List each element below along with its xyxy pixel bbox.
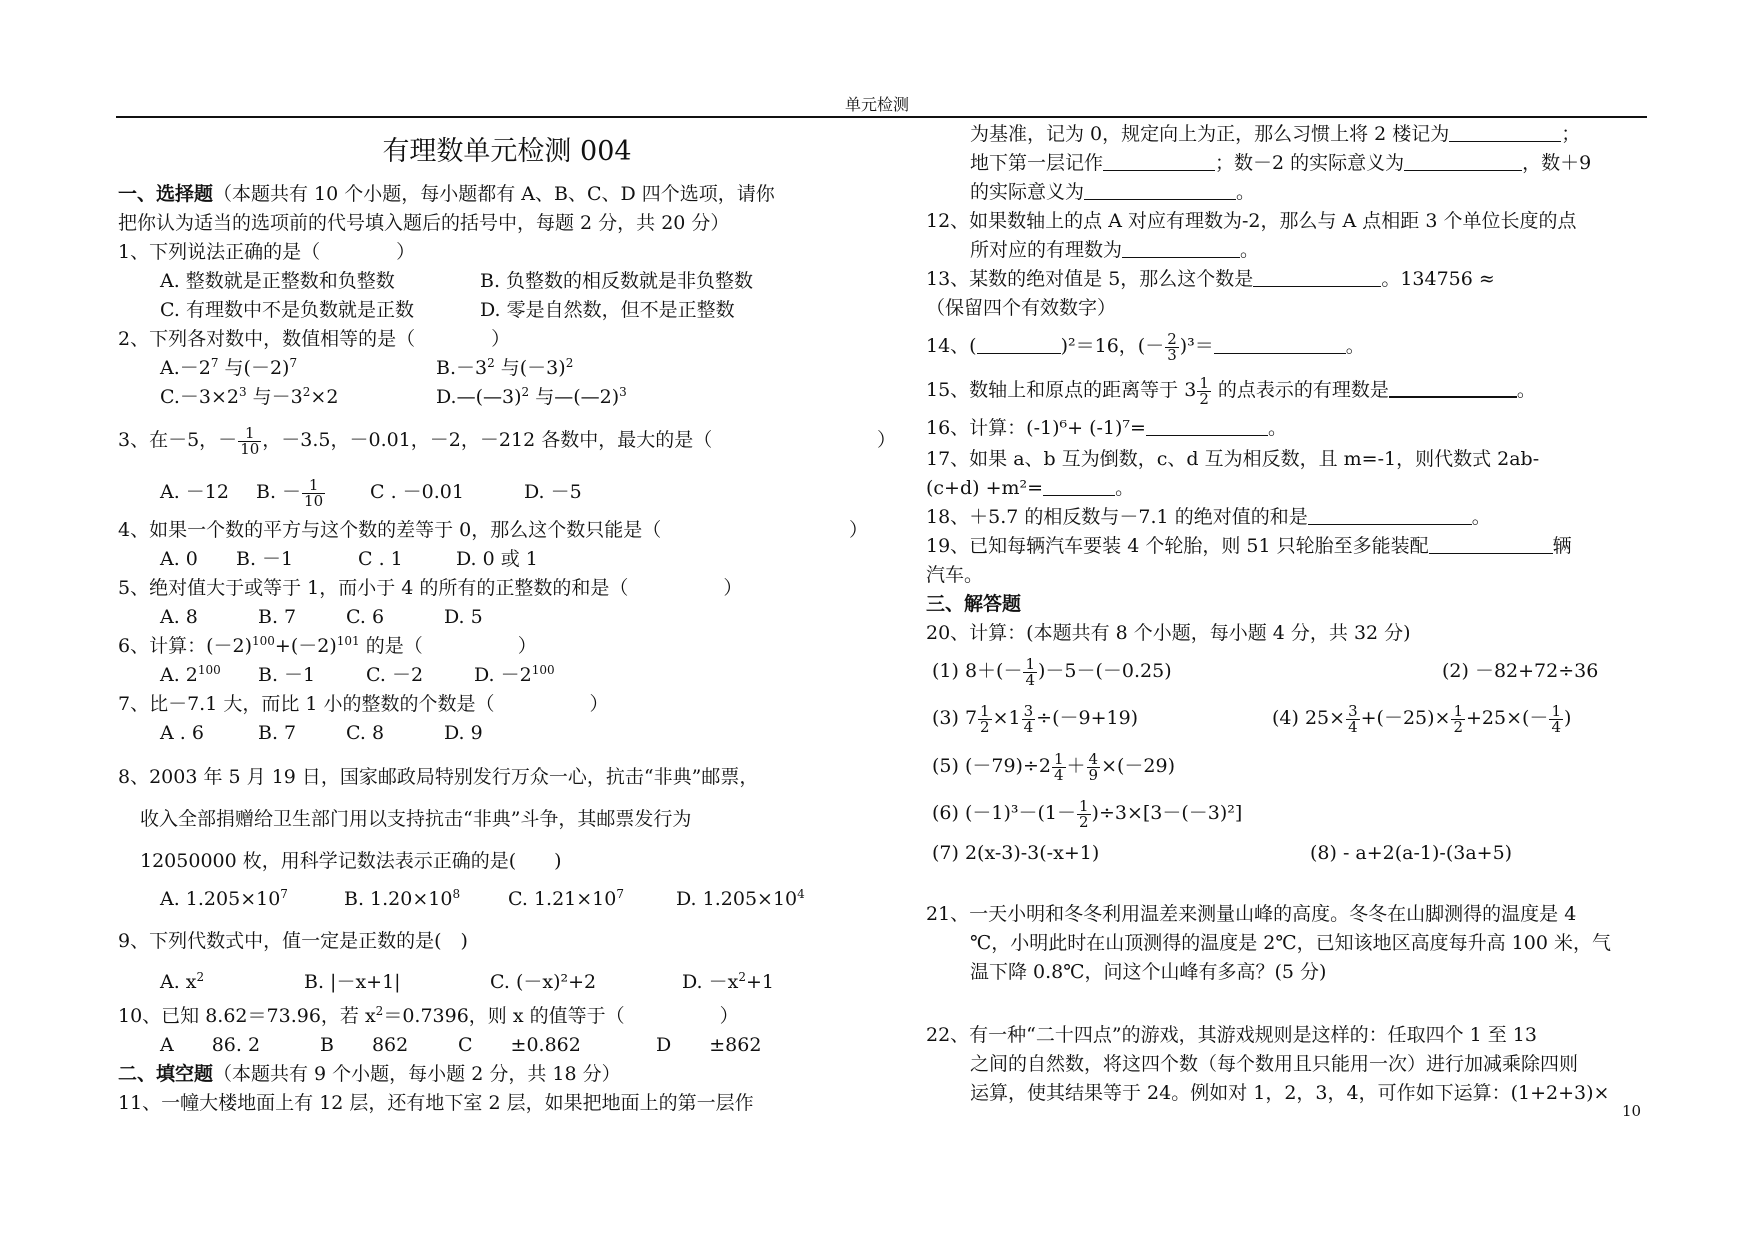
section-3-heading: 三、解答题 — [926, 593, 1022, 615]
q8-options — [118, 882, 896, 916]
doc-title: 有理数单元检测 004 — [382, 136, 632, 167]
calc-row-5 — [926, 836, 1646, 870]
q1-option-d: D. 零是自然数，但不是正整数 — [480, 299, 735, 321]
q9-option-c: C. (－x)²+2 — [490, 971, 597, 993]
q4-option-a: A. 0 — [160, 548, 198, 570]
page-number: 10 — [1622, 1102, 1642, 1120]
q1-options-row2 — [118, 296, 896, 325]
answer-blank[interactable] — [1404, 151, 1522, 171]
question-11-line-2: 为基准，记为 0，规定向上为正，那么习惯上将 2 楼记为 ； — [970, 123, 1581, 145]
q2-option-b: $B.-3^2$ 与$(-3)^2$ — [436, 356, 574, 379]
question-19-line-1: 19、已知每辆汽车要装 4 个轮胎，则 51 只轮胎至多能装配 辆 — [926, 535, 1572, 557]
q7-option-c: C. 8 — [346, 722, 385, 744]
q5-option-b: B. 7 — [258, 606, 297, 628]
question-21-line-3: 温下降 0.8℃，问这个山峰有多高？(5 分) — [970, 961, 1327, 983]
q1-options-row1 — [118, 267, 896, 296]
q6-option-d: D. $-2^{100}$ — [474, 663, 555, 686]
section-1-intro — [118, 180, 896, 209]
q8-option-b: B. $1.20\times 10^8$ — [344, 887, 461, 910]
q1-option-a: A. 整数就是正整数和负整数 — [160, 270, 395, 292]
q10-option-a: A 86. 2 — [160, 1034, 261, 1056]
q4-option-b: B. －1 — [236, 548, 294, 570]
q8-option-d: D. $1.205\times 10^4$ — [676, 887, 805, 910]
question-18: 18、＋5.7 的相反数与－7.1 的绝对值的和是 。 — [926, 506, 1491, 528]
q10-options — [118, 1031, 896, 1060]
q7-options — [118, 719, 896, 748]
question-11-line-1: 11、一幢大楼地面上有 12 层，还有地下室 2 层，如果把地面上的第一层作 — [118, 1092, 754, 1114]
calc-1: (1) 8＋(－ $\frac{1}{4}$ )－5－(－0.25) — [932, 654, 1172, 689]
q1-option-c: C. 有理数中不是负数就是正数 — [160, 299, 414, 321]
question-4: 4、如果一个数的平方与这个数的差等于 0，那么这个数只能是（ ） — [118, 519, 868, 541]
answer-blank[interactable] — [1253, 267, 1381, 287]
question-20: 20、计算：(本题共有 8 个小题，每小题 4 分，共 32 分) — [926, 622, 1411, 644]
q3-option-c: C . －0.01 — [370, 481, 464, 503]
answer-blank[interactable] — [977, 334, 1061, 354]
question-5: 5、绝对值大于或等于 1，而小于 4 的所有的正整数的和是（ ） — [118, 577, 743, 599]
section-1-desc-2: 把你认为适当的选项前的代号填入题后的括号中，每题 2 分，共 20 分） — [118, 212, 730, 234]
calc-row-1 — [926, 648, 1646, 694]
question-22-line-1: 22、有一种“二十四点”的游戏，其游戏规则是这样的：任取四个 1 至 13 — [926, 1024, 1537, 1046]
question-8-line-1: 8、2003 年 5 月 19 日，国家邮政局特别发行万众一心，抗击“非典”邮票， — [118, 766, 759, 788]
question-3: 3、在－5，－ $\frac{1}{10}$ ，－3.5，－0.01，－2，－212 各数中，最大的是（ ） — [118, 423, 896, 458]
q9-options — [118, 962, 896, 1002]
q8-option-c: C. $1.21\times 10^7$ — [508, 887, 624, 910]
question-9: 9、下列代数式中，值一定是正数的是( ) — [118, 930, 468, 952]
q4-option-d: D. 0 或 1 — [456, 548, 538, 570]
calc-row-4 — [926, 790, 1646, 836]
calc-5: (5) (－79)÷2 $\frac{1}{4}$ ＋ $\frac{4}{9}$ ×(－29) — [932, 749, 1176, 784]
q5-option-c: C. 6 — [346, 606, 385, 628]
section-2-desc: （本题共有 9 个小题，每小题 2 分，共 18 分） — [213, 1063, 621, 1085]
q9-option-a: A. $x^2$ — [160, 970, 205, 993]
calc-row-2 — [926, 694, 1646, 742]
q6-option-a: A. $2^{100}$ — [160, 663, 221, 686]
question-12-line-1: 12、如果数轴上的点 A 对应有理数为-2，那么与 A 点相距 3 个单位长度的点 — [926, 210, 1577, 232]
calc-2: (2) －82+72÷36 — [1442, 660, 1599, 682]
q4-option-c: C . 1 — [358, 548, 403, 570]
question-10: 10、已知 8.62＝73.96，若 $x^2=0.7396$，则 x 的值等于（ ） — [118, 1004, 739, 1027]
answer-blank[interactable] — [1429, 534, 1553, 554]
section-2-heading: 二、填空题 — [118, 1063, 214, 1085]
calc-8: (8) - a+2(a-1)-(3a+5) — [1310, 842, 1513, 864]
question-11-line-3: 地下第一层记作 ；数－2 的实际意义为 ，数＋9 — [970, 152, 1592, 174]
question-12-line-2: 所对应的有理数为 。 — [970, 239, 1260, 261]
q3-fraction: $\frac{1}{10}$ — [240, 423, 260, 458]
answer-blank[interactable] — [1308, 505, 1472, 525]
question-16: 16、计算：(-1)⁶+ (-1)⁷= 。 — [926, 417, 1287, 439]
calc-row-3 — [926, 742, 1646, 790]
question-11-line-4: 的实际意义为 。 — [970, 181, 1256, 203]
section-2-intro — [118, 1060, 896, 1089]
question-19-line-2: 汽车。 — [926, 564, 984, 586]
question-13-line-1: 13、某数的绝对值是 5，那么这个数是 。134756 ≈ — [926, 268, 1495, 290]
q10-option-b: B 862 — [320, 1034, 409, 1056]
q2-option-a: $A.-2^7$ 与$(-2)^7$ — [160, 356, 298, 379]
q10-option-c: C ±0.862 — [458, 1034, 581, 1056]
q10-option-d: D ±862 — [656, 1034, 762, 1056]
question-21-line-2: ℃，小明此时在山顶测得的温度是 2℃，已知该地区高度每升高 100 米，气 — [970, 932, 1611, 954]
question-17-line-2: (c+d) +m²= 。 — [926, 477, 1135, 499]
section-1-desc: （本题共有 10 个小题，每小题都有 A、B、C、D 四个选项，请你 — [213, 183, 775, 205]
calc-4: (4) 25× $\frac{3}{4}$ +(－25)× $\frac{1}{2}$ +25×(－ $\frac{1}{4}$ ) — [1272, 701, 1572, 736]
q6-option-c: C. －2 — [366, 664, 424, 686]
q6-option-b: B. －1 — [258, 664, 316, 686]
question-22-line-3: 运算，使其结果等于 24。例如对 1，2，3，4，可作如下运算：(1+2+3)× — [970, 1082, 1610, 1104]
question-21-line-1: 21、一天小明和冬冬利用温差来测量山峰的高度。冬冬在山脚测得的温度是 4 — [926, 903, 1577, 925]
question-8-line-3: 12050000 枚，用科学记数法表示正确的是( ) — [140, 850, 562, 872]
question-6: 6、计算：$(-2)^{100}+(-2)^{101}$ 的是（ ） — [118, 634, 537, 657]
header-rule — [116, 116, 1647, 118]
answer-blank[interactable] — [1084, 180, 1236, 200]
q8-option-a: A. $1.205\times 10^7$ — [160, 887, 288, 910]
left-column — [118, 124, 896, 1118]
answer-blank[interactable] — [1043, 476, 1115, 496]
answer-blank[interactable] — [1214, 334, 1346, 354]
calc-7: (7) 2(x-3)-3(-x+1) — [932, 842, 1100, 864]
calc-3: (3) 7 $\frac{1}{2}$ ×1 $\frac{3}{4}$ ÷(－9+19) — [932, 701, 1139, 736]
q14-fraction: $\frac{2}{3}$ — [1167, 329, 1177, 364]
answer-blank[interactable] — [1103, 151, 1215, 171]
q5-options — [118, 603, 896, 632]
q9-option-d: D. $-x^2+1$ — [682, 970, 775, 993]
q3-option-b: B. － $\frac{1}{10}$ — [256, 475, 324, 510]
right-column — [926, 120, 1646, 1108]
q3-options — [118, 468, 896, 516]
q7-option-a: A . 6 — [160, 722, 204, 744]
question-15: 15、数轴上和原点的距离等于 3 $\frac{1}{2}$ 的点表示的有理数是 。 — [926, 373, 1536, 408]
q2-options-row2 — [118, 383, 896, 412]
calc-6: (6) (－1)³－(1－ $\frac{1}{2}$ )÷3×[3－(－3)²] — [932, 796, 1243, 831]
q4-options — [118, 545, 896, 574]
question-22-line-2: 之间的自然数，将这四个数（每个数用且只能用一次）进行加减乘除四则 — [970, 1053, 1579, 1075]
q3-option-d: D. －5 — [524, 481, 582, 503]
question-1: 1、下列说法正确的是（ ） — [118, 241, 416, 263]
answer-blank[interactable] — [1389, 377, 1517, 398]
question-14: 14、( )²＝16，(－ $\frac{2}{3}$ )³＝ 。 — [926, 329, 1365, 364]
q5-option-a: A. 8 — [160, 606, 198, 628]
question-7: 7、比－7.1 大，而比 1 小的整数的个数是（ ） — [118, 693, 609, 715]
q2-option-d: D.—(—3)$^2$ 与—(—2)$^3$ — [436, 385, 627, 408]
q5-option-d: D. 5 — [444, 606, 483, 628]
question-8-line-2: 收入全部捐赠给卫生部门用以支持抗击“非典”斗争，其邮票发行为 — [140, 808, 692, 830]
q9-option-b: B. |－x+1| — [304, 971, 401, 993]
section-1-heading: 一、选择题 — [118, 183, 214, 205]
answer-blank[interactable] — [1122, 238, 1240, 258]
question-17-line-1: 17、如果 a、b 互为倒数，c、d 互为相反数，且 m=-1，则代数式 2ab- — [926, 448, 1540, 470]
answer-blank[interactable] — [1146, 416, 1268, 436]
question-13-line-2: （保留四个有效数字） — [926, 297, 1117, 319]
q2-options-row1 — [118, 354, 896, 383]
q7-option-d: D. 9 — [444, 722, 483, 744]
q6-options — [118, 661, 896, 690]
answer-blank[interactable] — [1449, 122, 1561, 142]
q7-option-b: B. 7 — [258, 722, 297, 744]
q3-option-a: A. －12 — [160, 481, 229, 503]
q2-option-c: $C.-3\times 2^3$ 与$-3^2\times 2$ — [160, 385, 339, 408]
q1-option-b: B. 负整数的相反数就是非负整数 — [480, 270, 754, 292]
page-header: 单元检测 — [844, 95, 909, 114]
q15-fraction: $\frac{1}{2}$ — [1199, 373, 1209, 408]
question-2: 2、下列各对数中，数值相等的是（ ） — [118, 328, 511, 350]
